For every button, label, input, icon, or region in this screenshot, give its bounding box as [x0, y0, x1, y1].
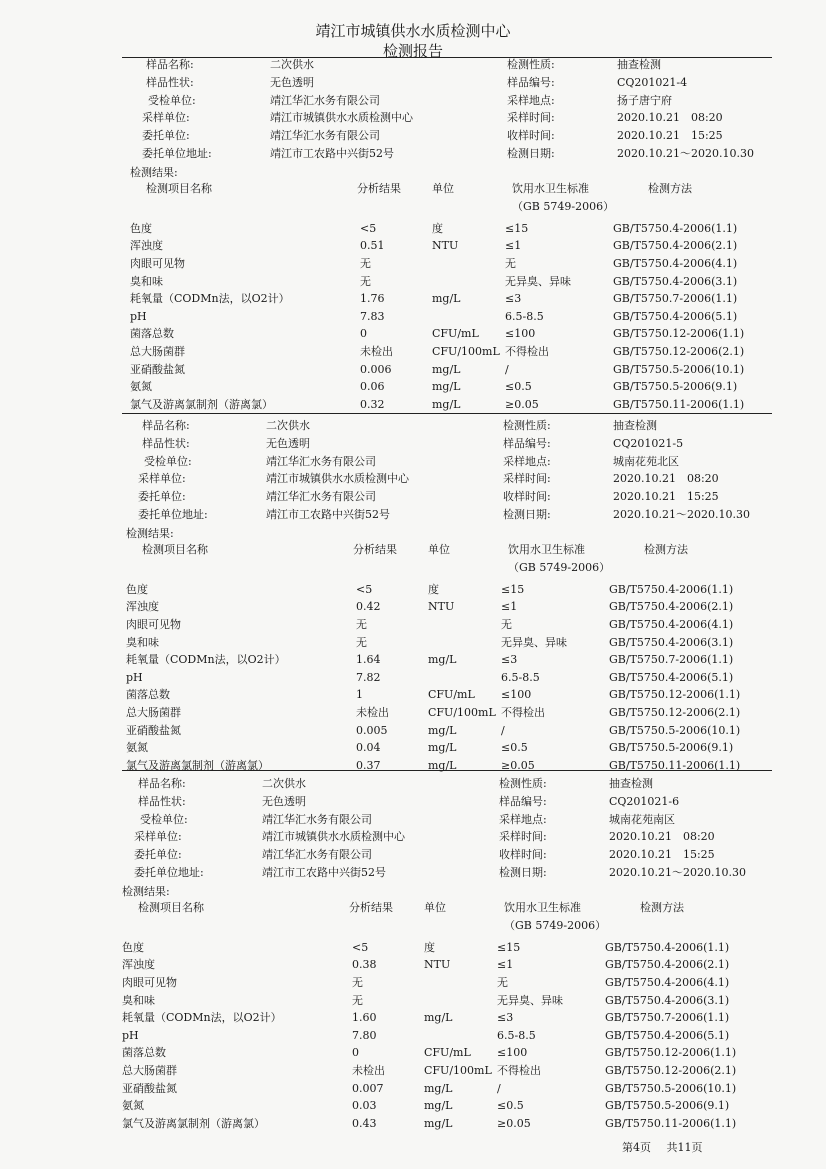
result-value: 0.06 — [360, 380, 385, 394]
info-label: 采样地点: — [499, 812, 547, 826]
method-value: GB/T5750.5-2006(9.1) — [613, 380, 738, 394]
info-value: 二次供水 — [262, 777, 306, 790]
standard-value: 无 — [497, 976, 508, 989]
info-label: 样品性状: — [146, 75, 194, 89]
method-value: GB/T5750.4-2006(2.1) — [613, 239, 738, 253]
item-name: 氯气及游离氯制剂（游离氯） — [126, 758, 269, 772]
method-value: GB/T5750.12-2006(1.1) — [605, 1046, 737, 1060]
standard-value: ≤0.5 — [501, 741, 528, 755]
result-value: 0 — [360, 327, 367, 341]
item-name: 肉眼可见物 — [130, 257, 185, 270]
column-header: 单位 — [432, 181, 454, 195]
column-header: 检测项目名称 — [146, 181, 212, 195]
info-label: 检测日期: — [507, 147, 555, 160]
info-label: 受检单位: — [148, 93, 196, 107]
info-label: 检测性质: — [507, 58, 555, 71]
standard-value: ≤3 — [501, 653, 518, 667]
unit-value: CFU/100mL — [424, 1064, 492, 1077]
method-value: GB/T5750.5-2006(10.1) — [609, 723, 741, 737]
item-name: 肉眼可见物 — [122, 976, 177, 989]
results-heading: 检测结果: — [126, 526, 174, 540]
info-label: 收样时间: — [507, 129, 555, 143]
standard-value: 不得检出 — [497, 1064, 541, 1077]
unit-value: 度 — [428, 582, 439, 596]
column-header: 检测项目名称 — [138, 900, 204, 914]
item-name: 亚硝酸盐氮 — [130, 362, 185, 376]
info-label: 样品性状: — [142, 436, 190, 450]
standard-value: ≤15 — [501, 582, 525, 596]
method-value: GB/T5750.11-2006(1.1) — [613, 397, 745, 411]
info-value: 2020.10.21～2020.10.30 — [609, 866, 746, 879]
info-value: 靖江华汇水务有限公司 — [262, 812, 372, 826]
result-value: 0.007 — [352, 1081, 384, 1095]
method-value: GB/T5750.7-2006(1.1) — [605, 1011, 730, 1025]
standard-value: ≤1 — [497, 958, 514, 972]
item-name: 氨氮 — [122, 1099, 144, 1113]
item-name: 菌落总数 — [126, 688, 170, 702]
standard-value: / — [497, 1081, 501, 1095]
method-value: GB/T5750.4-2006(2.1) — [609, 600, 734, 614]
info-label: 样品编号: — [499, 794, 547, 808]
unit-value: CFU/100mL — [432, 345, 500, 358]
item-name: 臭和味 — [122, 993, 155, 1007]
info-value: 靖江市工农路中兴街52号 — [262, 866, 386, 879]
info-value: CQ201021-5 — [613, 436, 684, 450]
method-value: GB/T5750.12-2006(2.1) — [609, 706, 741, 719]
unit-value: mg/L — [428, 758, 457, 772]
info-label: 样品名称: — [142, 419, 190, 432]
method-value: GB/T5750.7-2006(1.1) — [609, 653, 734, 667]
result-value: 0.03 — [352, 1099, 377, 1113]
standard-value: / — [505, 362, 509, 376]
info-label: 样品编号: — [507, 75, 555, 89]
unit-value: mg/L — [432, 397, 461, 411]
result-value: <5 — [360, 221, 377, 235]
standard-value: ≥0.05 — [497, 1116, 531, 1130]
standard-value: ≥0.05 — [505, 397, 539, 411]
info-label: 检测日期: — [499, 866, 547, 879]
method-value: GB/T5750.4-2006(2.1) — [605, 958, 730, 972]
method-value: GB/T5750.5-2006(9.1) — [605, 1099, 730, 1113]
info-value: 2020.10.21 08:20 — [617, 111, 723, 125]
item-name: 总大肠菌群 — [126, 706, 181, 719]
info-value: 靖江华汇水务有限公司 — [270, 129, 380, 143]
result-value: 无 — [360, 257, 371, 270]
standard-value: / — [501, 723, 505, 737]
column-header: 检测方法 — [648, 181, 692, 195]
standard-value: 6.5-8.5 — [497, 1028, 536, 1042]
result-value: <5 — [356, 582, 373, 596]
info-value: 靖江华汇水务有限公司 — [266, 454, 376, 468]
results-heading: 检测结果: — [122, 884, 170, 898]
column-header: 检测项目名称 — [142, 542, 208, 556]
info-value: 2020.10.21～2020.10.30 — [613, 508, 750, 521]
unit-value: mg/L — [424, 1011, 453, 1025]
standard-value: ≤15 — [505, 221, 529, 235]
info-value: 2020.10.21 08:20 — [609, 830, 715, 844]
info-value: 抽查检测 — [617, 58, 661, 71]
item-name: 耗氧量（CODMn法，以O2计） — [122, 1011, 282, 1025]
method-value: GB/T5750.12-2006(2.1) — [605, 1064, 737, 1077]
info-value: 靖江市工农路中兴街52号 — [266, 508, 390, 521]
column-header: （GB 5749-2006） — [512, 199, 615, 213]
item-name: 浑浊度 — [126, 600, 159, 614]
result-value: 0.04 — [356, 741, 381, 755]
unit-value: NTU — [432, 239, 459, 253]
info-label: 委托单位: — [134, 848, 182, 862]
result-value: 无 — [360, 274, 371, 288]
method-value: GB/T5750.4-2006(5.1) — [609, 670, 734, 684]
result-value: 1.64 — [356, 653, 381, 667]
standard-value: ≤3 — [505, 292, 522, 306]
info-value: 2020.10.21～2020.10.30 — [617, 147, 754, 160]
column-header: 检测方法 — [644, 542, 688, 556]
info-value: 靖江华汇水务有限公司 — [262, 848, 372, 862]
info-value: 无色透明 — [270, 75, 314, 89]
standard-value: 无异臭、异味 — [497, 993, 563, 1007]
item-name: 耗氧量（CODMn法，以O2计） — [126, 653, 286, 667]
unit-value: mg/L — [424, 1116, 453, 1130]
unit-value: 度 — [432, 221, 443, 235]
info-label: 收样时间: — [503, 490, 551, 504]
method-value: GB/T5750.4-2006(3.1) — [609, 635, 734, 649]
result-value: <5 — [352, 940, 369, 954]
info-label: 采样时间: — [507, 111, 555, 125]
info-label: 采样地点: — [507, 93, 555, 107]
unit-value: mg/L — [428, 741, 457, 755]
method-value: GB/T5750.4-2006(5.1) — [613, 309, 738, 323]
info-label: 委托单位: — [142, 129, 190, 143]
result-value: 未检出 — [352, 1064, 385, 1077]
info-value: 城南花苑北区 — [613, 454, 679, 468]
item-name: 总大肠菌群 — [122, 1064, 177, 1077]
standard-value: 无异臭、异味 — [505, 274, 571, 288]
item-name: 氨氮 — [130, 380, 152, 394]
unit-value: mg/L — [432, 380, 461, 394]
result-value: 0.006 — [360, 362, 392, 376]
column-header: （GB 5749-2006） — [504, 918, 607, 932]
info-label: 采样时间: — [503, 472, 551, 486]
unit-value: mg/L — [424, 1081, 453, 1095]
standard-value: ≤100 — [505, 327, 536, 341]
result-value: 0.51 — [360, 239, 385, 253]
item-name: 亚硝酸盐氮 — [126, 723, 181, 737]
info-label: 采样地点: — [503, 454, 551, 468]
info-label: 采样单位: — [134, 830, 182, 844]
info-label: 检测日期: — [503, 508, 551, 521]
result-value: 未检出 — [360, 345, 393, 358]
method-value: GB/T5750.12-2006(1.1) — [613, 327, 745, 341]
item-name: 氨氮 — [126, 741, 148, 755]
divider-line — [122, 57, 772, 58]
info-label: 委托单位地址: — [138, 508, 208, 521]
report-org-title: 靖江市城镇供水水质检测中心 — [315, 22, 511, 40]
results-heading: 检测结果: — [130, 165, 178, 179]
method-value: GB/T5750.11-2006(1.1) — [609, 758, 741, 772]
standard-value: 无异臭、异味 — [501, 635, 567, 649]
info-label: 采样单位: — [138, 472, 186, 486]
item-name: 臭和味 — [126, 635, 159, 649]
unit-value: mg/L — [424, 1099, 453, 1113]
column-header: 分析结果 — [357, 181, 401, 195]
unit-value: CFU/mL — [432, 327, 479, 341]
info-value: 城南花苑南区 — [609, 812, 675, 826]
info-value: CQ201021-6 — [609, 794, 680, 808]
column-header: 检测方法 — [640, 900, 684, 914]
result-value: 0.42 — [356, 600, 381, 614]
divider-line — [122, 413, 772, 414]
column-header: 饮用水卫生标准 — [508, 542, 585, 556]
standard-value: 无 — [501, 618, 512, 631]
info-label: 样品性状: — [138, 794, 186, 808]
info-value: 二次供水 — [266, 419, 310, 432]
report-title: 检测报告 — [382, 42, 443, 60]
info-value: 靖江华汇水务有限公司 — [270, 93, 380, 107]
info-value: 无色透明 — [262, 794, 306, 808]
info-label: 检测性质: — [499, 777, 547, 790]
page-total: 共11页 — [666, 1141, 703, 1154]
page-footer — [622, 1139, 715, 1155]
info-value: 扬子唐宁府 — [617, 93, 672, 107]
unit-value: CFU/mL — [428, 688, 475, 702]
unit-value: mg/L — [432, 362, 461, 376]
method-value: GB/T5750.12-2006(1.1) — [609, 688, 741, 702]
column-header: 饮用水卫生标准 — [512, 181, 589, 195]
info-value: 2020.10.21 08:20 — [613, 472, 719, 486]
result-value: 0.37 — [356, 758, 381, 772]
method-value: GB/T5750.11-2006(1.1) — [605, 1116, 737, 1130]
item-name: pH — [122, 1028, 139, 1042]
unit-value: CFU/100mL — [428, 706, 496, 719]
item-name: 色度 — [122, 940, 144, 954]
standard-value: 无 — [505, 257, 516, 270]
method-value: GB/T5750.7-2006(1.1) — [613, 292, 738, 306]
method-value: GB/T5750.4-2006(4.1) — [613, 257, 738, 270]
item-name: 浑浊度 — [122, 958, 155, 972]
info-label: 样品名称: — [146, 58, 194, 71]
result-value: 0.005 — [356, 723, 388, 737]
column-header: 分析结果 — [349, 900, 393, 914]
standard-value: ≤100 — [497, 1046, 528, 1060]
item-name: pH — [130, 309, 147, 323]
info-value: 抽查检测 — [609, 777, 653, 790]
item-name: 氯气及游离氯制剂（游离氯） — [122, 1116, 265, 1130]
column-header: 单位 — [424, 900, 446, 914]
item-name: 浑浊度 — [130, 239, 163, 253]
result-value: 7.83 — [360, 309, 385, 323]
info-value: 2020.10.21 15:25 — [613, 490, 719, 504]
method-value: GB/T5750.4-2006(4.1) — [609, 618, 734, 631]
standard-value: ≤1 — [501, 600, 518, 614]
method-value: GB/T5750.5-2006(10.1) — [613, 362, 745, 376]
method-value: GB/T5750.4-2006(3.1) — [605, 993, 730, 1007]
info-value: 靖江市城镇供水水质检测中心 — [266, 472, 409, 486]
method-value: GB/T5750.4-2006(1.1) — [605, 940, 730, 954]
info-label: 检测性质: — [503, 419, 551, 432]
result-value: 7.80 — [352, 1028, 377, 1042]
item-name: 肉眼可见物 — [126, 618, 181, 631]
info-value: 靖江市工农路中兴街52号 — [270, 147, 394, 160]
standard-value: 不得检出 — [501, 706, 545, 719]
info-label: 采样时间: — [499, 830, 547, 844]
method-value: GB/T5750.12-2006(2.1) — [613, 345, 745, 358]
info-value: 2020.10.21 15:25 — [617, 129, 723, 143]
method-value: GB/T5750.5-2006(10.1) — [605, 1081, 737, 1095]
info-label: 委托单位: — [138, 490, 186, 504]
standard-value: 不得检出 — [505, 345, 549, 358]
standard-value: ≤100 — [501, 688, 532, 702]
result-value: 无 — [356, 618, 367, 631]
unit-value: 度 — [424, 940, 435, 954]
result-value: 1.60 — [352, 1011, 377, 1025]
standard-value: ≤0.5 — [505, 380, 532, 394]
info-value: 2020.10.21 15:25 — [609, 848, 715, 862]
column-header: 单位 — [428, 542, 450, 556]
standard-value: ≤0.5 — [497, 1099, 524, 1113]
info-value: 靖江华汇水务有限公司 — [266, 490, 376, 504]
unit-value: mg/L — [428, 723, 457, 737]
item-name: 菌落总数 — [130, 327, 174, 341]
item-name: 耗氧量（CODMn法，以O2计） — [130, 292, 290, 306]
unit-value: NTU — [428, 600, 455, 614]
result-value: 0.32 — [360, 397, 385, 411]
item-name: 色度 — [126, 582, 148, 596]
result-value: 未检出 — [356, 706, 389, 719]
unit-value: mg/L — [432, 292, 461, 306]
method-value: GB/T5750.4-2006(1.1) — [609, 582, 734, 596]
result-value: 1.76 — [360, 292, 385, 306]
info-value: 二次供水 — [270, 58, 314, 71]
standard-value: ≥0.05 — [501, 758, 535, 772]
result-value: 无 — [352, 993, 363, 1007]
standard-value: ≤3 — [497, 1011, 514, 1025]
info-value: CQ201021-4 — [617, 75, 688, 89]
item-name: 亚硝酸盐氮 — [122, 1081, 177, 1095]
item-name: 氯气及游离氯制剂（游离氯） — [130, 397, 273, 411]
info-label: 委托单位地址: — [134, 866, 204, 879]
method-value: GB/T5750.4-2006(5.1) — [605, 1028, 730, 1042]
item-name: pH — [126, 670, 143, 684]
standard-value: ≤15 — [497, 940, 521, 954]
method-value: GB/T5750.4-2006(4.1) — [605, 976, 730, 989]
item-name: 菌落总数 — [122, 1046, 166, 1060]
info-label: 委托单位地址: — [142, 147, 212, 160]
page-number: 第4页 — [622, 1141, 651, 1154]
info-label: 受检单位: — [144, 454, 192, 468]
unit-value: NTU — [424, 958, 451, 972]
method-value: GB/T5750.4-2006(3.1) — [613, 274, 738, 288]
info-value: 靖江市城镇供水水质检测中心 — [270, 111, 413, 125]
method-value: GB/T5750.4-2006(1.1) — [613, 221, 738, 235]
result-value: 0.43 — [352, 1116, 377, 1130]
method-value: GB/T5750.5-2006(9.1) — [609, 741, 734, 755]
item-name: 色度 — [130, 221, 152, 235]
info-label: 样品编号: — [503, 436, 551, 450]
info-label: 收样时间: — [499, 848, 547, 862]
unit-value: CFU/mL — [424, 1046, 471, 1060]
info-label: 采样单位: — [142, 111, 190, 125]
info-label: 样品名称: — [138, 777, 186, 790]
column-header: 分析结果 — [353, 542, 397, 556]
result-value: 无 — [356, 635, 367, 649]
result-value: 7.82 — [356, 670, 381, 684]
result-value: 1 — [356, 688, 363, 702]
info-value: 无色透明 — [266, 436, 310, 450]
result-value: 0 — [352, 1046, 359, 1060]
result-value: 0.38 — [352, 958, 377, 972]
item-name: 臭和味 — [130, 274, 163, 288]
standard-value: 6.5-8.5 — [501, 670, 540, 684]
info-value: 靖江市城镇供水水质检测中心 — [262, 830, 405, 844]
standard-value: ≤1 — [505, 239, 522, 253]
item-name: 总大肠菌群 — [130, 345, 185, 358]
column-header: （GB 5749-2006） — [508, 560, 611, 574]
column-header: 饮用水卫生标准 — [504, 900, 581, 914]
result-value: 无 — [352, 976, 363, 989]
info-label: 受检单位: — [140, 812, 188, 826]
unit-value: mg/L — [428, 653, 457, 667]
standard-value: 6.5-8.5 — [505, 309, 544, 323]
info-value: 抽查检测 — [613, 419, 657, 432]
